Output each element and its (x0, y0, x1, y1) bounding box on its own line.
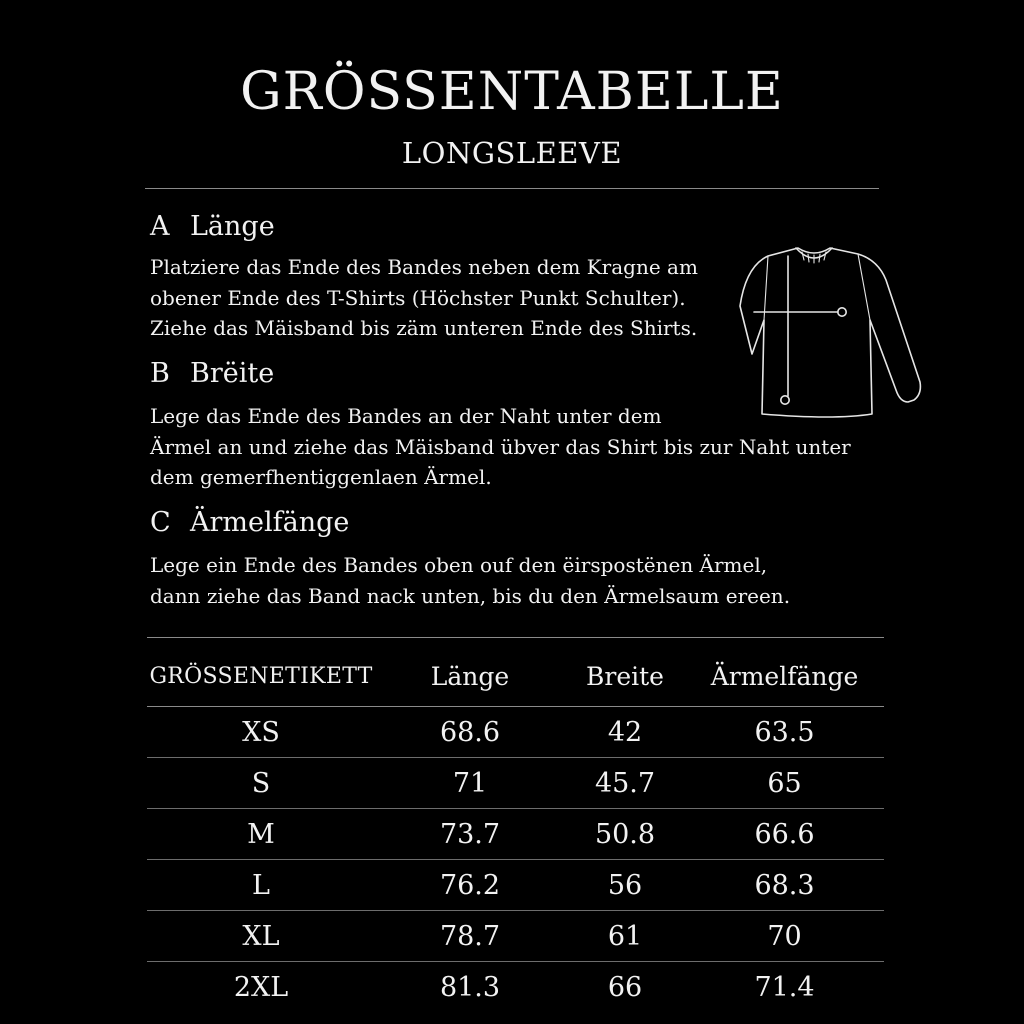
width-value: 56 (565, 860, 685, 911)
table-row (147, 809, 884, 860)
table-top-divider (147, 637, 884, 638)
section-c-line: Lege ein Ende des Bandes oben ouf den ëirspostënen Ärmel, (150, 553, 768, 577)
section-a-letter: A (150, 211, 170, 242)
section-b-line: Ärmel an und ziehe das Mäisband übver das Shirt bis zur Naht unter (150, 434, 851, 459)
section-b-line: dem gemerfhentiggenlaen Ärmel. (150, 465, 492, 489)
length-measure-end (781, 396, 789, 404)
width-value: 42 (565, 707, 685, 758)
size-label: 2XL (233, 971, 289, 1003)
table-row (147, 962, 884, 1013)
width-value: 45.7 (565, 758, 685, 809)
sleeve-length-value: 68.3 (685, 860, 884, 911)
sleeve-length-value: 65 (685, 758, 884, 809)
section-c-line: dann ziehe das Band nack unten, bis du den Ärmelsaum ereen. (150, 583, 791, 608)
section-c-heading (150, 507, 349, 538)
longsleeve-measurement-diagram-icon (738, 236, 928, 422)
section-c-title: Ärmelfänge (190, 507, 350, 538)
page-title: GRÖSSENTABELLE (240, 62, 784, 122)
section-a-line: Ziehe das Mäisband bis zäm unteren Ende des Shirts. (150, 316, 698, 340)
column-header-width: Breite (565, 646, 685, 707)
section-a-heading (150, 211, 275, 242)
table-row (147, 860, 884, 911)
length-value: 71 (375, 758, 565, 809)
width-value: 61 (565, 911, 685, 962)
section-a-line: obener Ende des T-Shirts (Höchster Punkt Schulter). (150, 285, 686, 310)
size-label: M (147, 809, 375, 860)
size-label: L (147, 860, 375, 911)
sleeve-length-value: 63.5 (685, 707, 884, 758)
section-c-text (150, 550, 790, 611)
column-header-sleeve-length: Ärmelfänge (685, 646, 884, 707)
header-divider (145, 188, 879, 189)
size-label: S (147, 758, 375, 809)
section-a-text (150, 252, 698, 344)
section-b-heading (150, 358, 274, 389)
section-b-title: Brëite (190, 358, 275, 389)
width-value: 50.8 (565, 809, 685, 860)
length-value: 73.7 (375, 809, 565, 860)
section-a-title: Länge (190, 211, 275, 242)
sleeve-length-value: 71.4 (754, 971, 815, 1003)
section-c-letter: C (150, 507, 171, 538)
length-value: 76.2 (375, 860, 565, 911)
size-table (147, 646, 884, 1012)
sleeve-length-value: 70 (685, 911, 884, 962)
length-value: 81.3 (439, 971, 501, 1003)
table-row (147, 911, 884, 962)
column-header-length: Länge (375, 646, 565, 707)
width-measure-end (838, 308, 846, 316)
section-b-letter: B (150, 358, 170, 389)
size-label: XS (147, 707, 375, 758)
size-label: XL (147, 911, 375, 962)
column-header-size: GRÖSSENETIKETT (147, 646, 375, 707)
page-subtitle: LONGSLEEVE (401, 136, 623, 170)
table-header-row (147, 646, 884, 707)
length-value: 78.7 (375, 911, 565, 962)
table-row (147, 707, 884, 758)
table-row (147, 758, 884, 809)
length-value: 68.6 (375, 707, 565, 758)
sleeve-length-value: 66.6 (685, 809, 884, 860)
section-a-line: Platziere das Ende des Bandes neben dem Kragne am (150, 255, 698, 279)
width-value: 66 (607, 971, 643, 1003)
section-b-line: Lege das Ende des Bandes an der Naht unter dem (150, 404, 662, 428)
